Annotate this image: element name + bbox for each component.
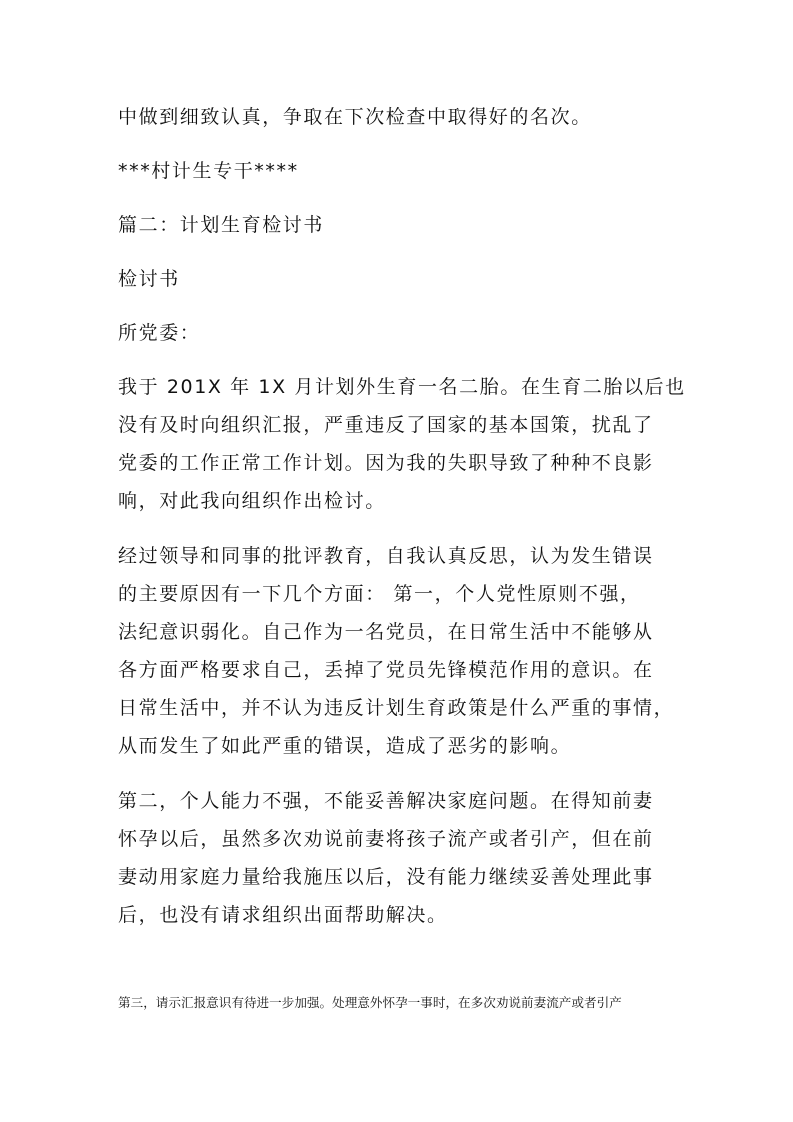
paragraph-line: 各方面严格要求自己，丢掉了党员先锋模范作用的意识。在 [118, 659, 654, 681]
paragraph [118, 537, 693, 765]
paragraph-line: 的主要原因有一下几个方面： 第一，个人党性原则不强， [118, 583, 641, 605]
paragraph-line: 党委的工作正常工作计划。因为我的失职导致了种种不良影 [118, 452, 654, 474]
document-title: 检讨书 [118, 268, 180, 290]
paragraph-line: 妻动用家庭力量给我施压以后，没有能力继续妥善处理此事 [118, 866, 654, 888]
salutation: 所党委： [118, 322, 201, 344]
text-line: 中做到细致认真，争取在下次检查中取得好的名次。 [118, 106, 592, 128]
paragraph-line: 法纪意识弱化。自己作为一名党员，在日常生活中不能够从 [118, 621, 654, 643]
section-heading: 篇二：计划生育检讨书 [118, 214, 325, 236]
paragraph-line: 怀孕以后，虽然多次劝说前妻将孩子流产或者引产，但在前 [118, 828, 654, 850]
paragraph-line: 从而发生了如此严重的错误，造成了恶劣的影响。 [118, 735, 572, 757]
paragraph [118, 368, 693, 520]
small-text-line: 第三，请示汇报意识有待进一步加强。处理意外怀孕一事时，在多次劝说前妻流产或者引产 [118, 995, 622, 1010]
paragraph-line: 第二，个人能力不强，不能妥善解决家庭问题。在得知前妻 [118, 790, 654, 812]
paragraph-line: 后，也没有请求组织出面帮助解决。 [118, 904, 448, 926]
paragraph-line: 我于 201X 年 1X 月计划外生育一名二胎。在生育二胎以后也 [118, 376, 686, 398]
paragraph-line: 没有及时向组织汇报，严重违反了国家的基本国策，扰乱了 [118, 414, 654, 436]
document-body [118, 98, 693, 951]
author-signature: ***村计生专干**** [118, 160, 299, 182]
paragraph-line: 经过领导和同事的批评教育，自我认真反思，认为发生错误 [118, 545, 654, 567]
paragraph-line: 响，对此我向组织作出检讨。 [118, 490, 386, 512]
paragraph-line: 日常生活中，并不认为违反计划生育政策是什么严重的事情， [118, 697, 675, 719]
paragraph [118, 782, 693, 934]
